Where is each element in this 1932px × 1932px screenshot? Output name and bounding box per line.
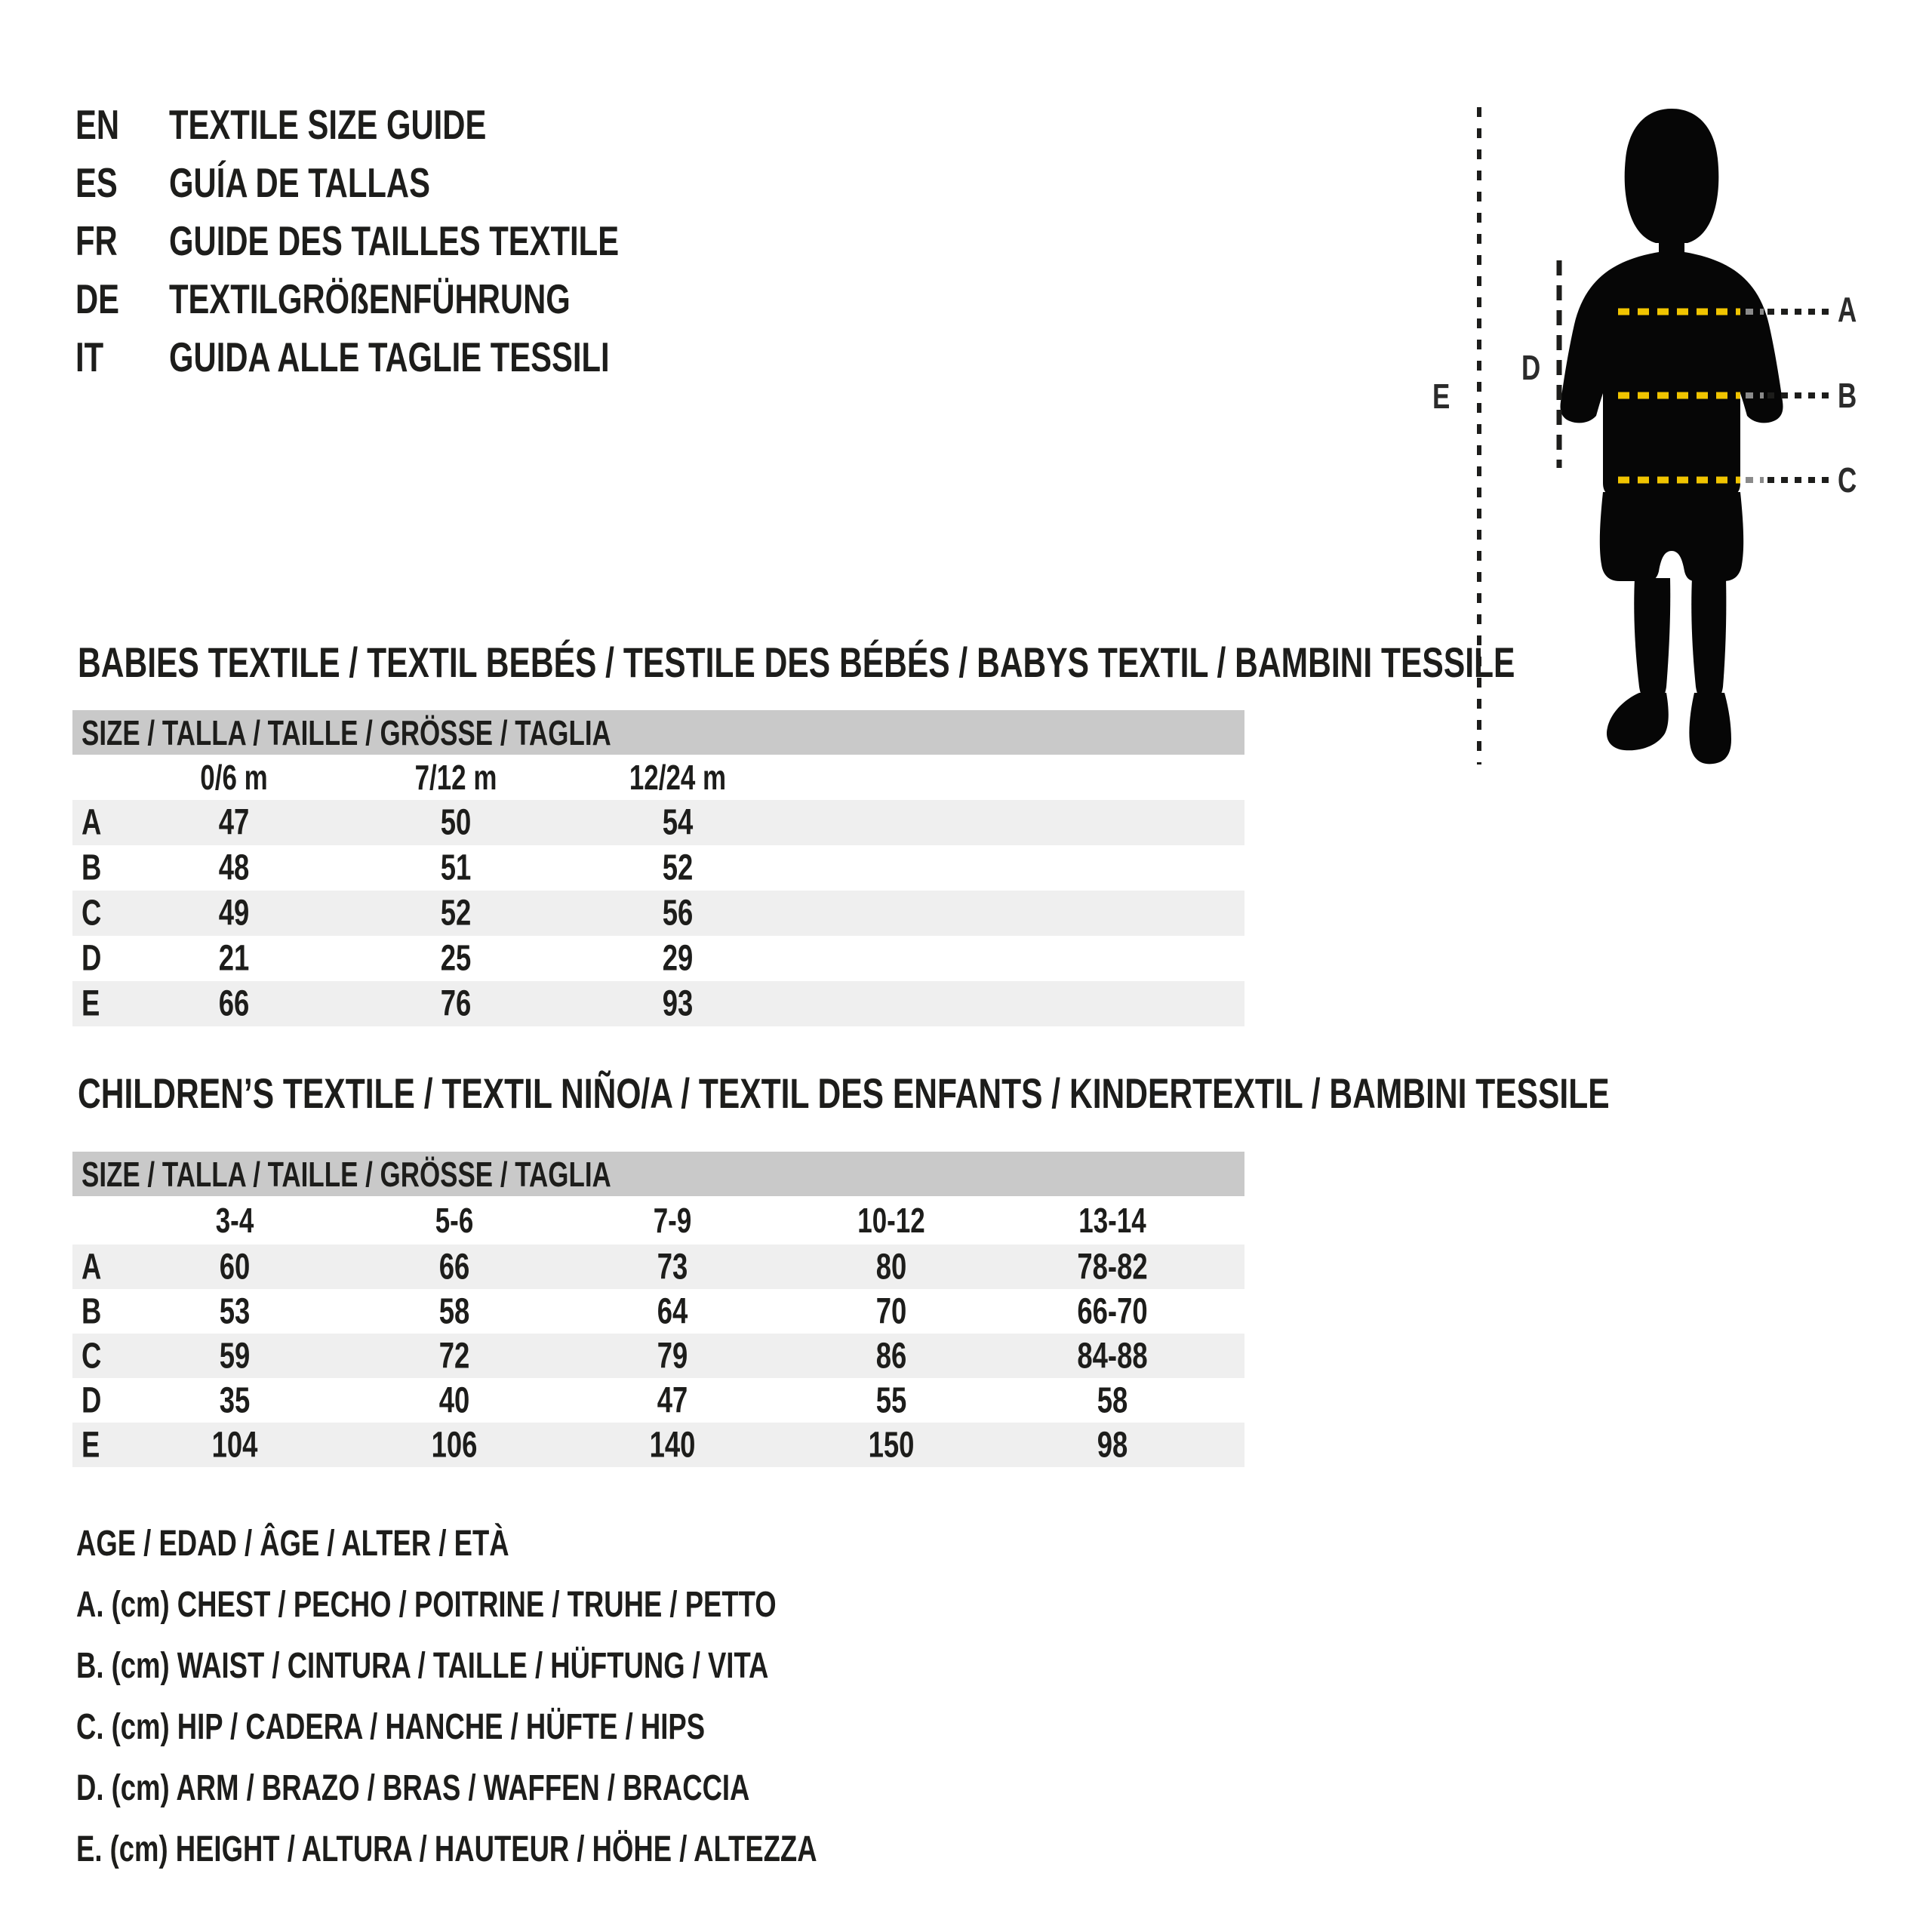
language-row-en bbox=[75, 95, 761, 153]
cell-value: 58 bbox=[1097, 1380, 1128, 1420]
children-section-title: CHILDREN’S TEXTILE / TEXTIL NIÑO/A / TEXTIL DES ENFANTS / KINDERTEXTIL / BAMBINI TESSILE bbox=[78, 1069, 1610, 1117]
cell-value: 93 bbox=[662, 983, 694, 1024]
figure-label-a: A bbox=[1838, 290, 1857, 329]
babies-section-title: BABIES TEXTILE / TEXTIL BEBÉS / TESTILE DES BÉBÉS / BABYS TEXTIL / BAMBINI TESSILE bbox=[78, 638, 1515, 686]
cell-value: 54 bbox=[662, 802, 694, 843]
cell-value: 76 bbox=[440, 983, 472, 1024]
cell-value: 52 bbox=[662, 848, 694, 888]
cell-value: 21 bbox=[218, 938, 250, 979]
column-header: 0/6 m bbox=[200, 758, 268, 797]
cell-value: 50 bbox=[440, 802, 472, 843]
cell-value: 47 bbox=[218, 802, 250, 843]
cell-value: 72 bbox=[438, 1336, 470, 1376]
table-row-a bbox=[72, 1244, 1244, 1289]
cell-value: 78-82 bbox=[1077, 1247, 1148, 1287]
table-row-c bbox=[72, 891, 1244, 936]
cell-value: 48 bbox=[218, 848, 250, 888]
figure-label-c: C bbox=[1838, 460, 1857, 500]
cell-value: 52 bbox=[440, 893, 472, 934]
cell-value: 60 bbox=[219, 1247, 251, 1287]
children-table-header-bar: SIZE / TALLA / TAILLE / GRÖSSE / TAGLIA bbox=[72, 1152, 1244, 1196]
guide-title-it: GUIDA ALLE TAGLIE TESSILI bbox=[169, 333, 610, 380]
row-label: A bbox=[82, 1247, 102, 1287]
language-row-fr bbox=[75, 211, 761, 269]
table-row-b bbox=[72, 845, 1244, 891]
legend-line-waist: B. (cm) WAIST / CINTURA / TAILLE / HÜFTUNG / VITA bbox=[76, 1646, 769, 1686]
language-title-block bbox=[75, 95, 761, 386]
guide-title-es: GUÍA DE TALLAS bbox=[169, 158, 431, 206]
legend-line-age: AGE / EDAD / ÂGE / ALTER / ETÀ bbox=[76, 1524, 509, 1564]
table-row-b bbox=[72, 1289, 1244, 1334]
cell-value: 70 bbox=[875, 1291, 907, 1331]
language-row-it bbox=[75, 328, 761, 386]
row-label: C bbox=[82, 893, 102, 934]
cell-value: 58 bbox=[438, 1291, 470, 1331]
cell-value: 66 bbox=[218, 983, 250, 1024]
table-row-a bbox=[72, 800, 1244, 845]
row-label: E bbox=[82, 1425, 100, 1465]
measurement-legend bbox=[76, 1513, 1051, 1880]
legend-line-hip: C. (cm) HIP / CADERA / HANCHE / HÜFTE / HIPS bbox=[76, 1707, 706, 1747]
cell-value: 73 bbox=[657, 1247, 688, 1287]
language-row-de bbox=[75, 269, 761, 328]
row-label: B bbox=[82, 848, 102, 888]
legend-line-height: E. (cm) HEIGHT / ALTURA / HAUTEUR / HÖHE / ALTEZZA bbox=[76, 1829, 817, 1869]
language-code: EN bbox=[75, 100, 120, 148]
cell-value: 51 bbox=[440, 848, 472, 888]
cell-value: 47 bbox=[657, 1380, 688, 1420]
column-header: 7/12 m bbox=[414, 758, 497, 797]
figure-label-d: D bbox=[1521, 348, 1541, 387]
row-label: E bbox=[82, 983, 100, 1024]
table-row-c bbox=[72, 1334, 1244, 1378]
row-label: C bbox=[82, 1336, 102, 1376]
cell-value: 64 bbox=[657, 1291, 688, 1331]
table-row-d bbox=[72, 936, 1244, 981]
guide-title-en: TEXTILE SIZE GUIDE bbox=[169, 100, 487, 148]
table-row-e bbox=[72, 981, 1244, 1026]
table-row-d bbox=[72, 1378, 1244, 1423]
cell-value: 29 bbox=[662, 938, 694, 979]
column-header: 5-6 bbox=[435, 1201, 474, 1240]
measurement-figure bbox=[1396, 60, 1932, 800]
babies-column-headers bbox=[72, 755, 1244, 800]
column-header: 13-14 bbox=[1078, 1201, 1146, 1240]
babies-size-table bbox=[72, 710, 1244, 1026]
figure-label-e: E bbox=[1432, 377, 1451, 416]
cell-value: 56 bbox=[662, 893, 694, 934]
cell-value: 106 bbox=[431, 1425, 478, 1465]
cell-value: 86 bbox=[875, 1336, 907, 1376]
babies-table-header-bar: SIZE / TALLA / TAILLE / GRÖSSE / TAGLIA bbox=[72, 710, 1244, 755]
cell-value: 40 bbox=[438, 1380, 470, 1420]
cell-value: 79 bbox=[657, 1336, 688, 1376]
cell-value: 49 bbox=[218, 893, 250, 934]
column-header: 3-4 bbox=[215, 1201, 254, 1240]
cell-value: 84-88 bbox=[1077, 1336, 1148, 1376]
cell-value: 66 bbox=[438, 1247, 470, 1287]
table-row-e bbox=[72, 1423, 1244, 1467]
cell-value: 53 bbox=[219, 1291, 251, 1331]
cell-value: 55 bbox=[875, 1380, 907, 1420]
cell-value: 59 bbox=[219, 1336, 251, 1376]
children-column-headers bbox=[72, 1196, 1244, 1244]
column-header: 10-12 bbox=[857, 1201, 925, 1240]
guide-title-fr: GUIDE DES TAILLES TEXTILE bbox=[169, 217, 620, 264]
guide-title-de: TEXTILGRÖßENFÜHRUNG bbox=[169, 275, 571, 322]
language-row-es bbox=[75, 153, 761, 211]
language-code: FR bbox=[75, 217, 118, 264]
language-code: ES bbox=[75, 158, 118, 206]
cell-value: 35 bbox=[219, 1380, 251, 1420]
cell-value: 66-70 bbox=[1077, 1291, 1148, 1331]
cell-value: 150 bbox=[868, 1425, 915, 1465]
column-header: 12/24 m bbox=[629, 758, 727, 797]
cell-value: 140 bbox=[649, 1425, 696, 1465]
language-code: IT bbox=[75, 333, 104, 380]
figure-label-b: B bbox=[1838, 376, 1857, 415]
cell-value: 80 bbox=[875, 1247, 907, 1287]
row-label: D bbox=[82, 1380, 102, 1420]
row-label: B bbox=[82, 1291, 102, 1331]
cell-value: 98 bbox=[1097, 1425, 1128, 1465]
legend-line-arm: D. (cm) ARM / BRAZO / BRAS / WAFFEN / BRACCIA bbox=[76, 1768, 750, 1808]
children-size-table bbox=[72, 1152, 1244, 1467]
legend-line-chest: A. (cm) CHEST / PECHO / POITRINE / TRUHE / PETTO bbox=[76, 1585, 777, 1625]
row-label: D bbox=[82, 938, 102, 979]
language-code: DE bbox=[75, 275, 120, 322]
cell-value: 25 bbox=[440, 938, 472, 979]
row-label: A bbox=[82, 802, 102, 843]
column-header: 7-9 bbox=[653, 1201, 692, 1240]
cell-value: 104 bbox=[211, 1425, 258, 1465]
